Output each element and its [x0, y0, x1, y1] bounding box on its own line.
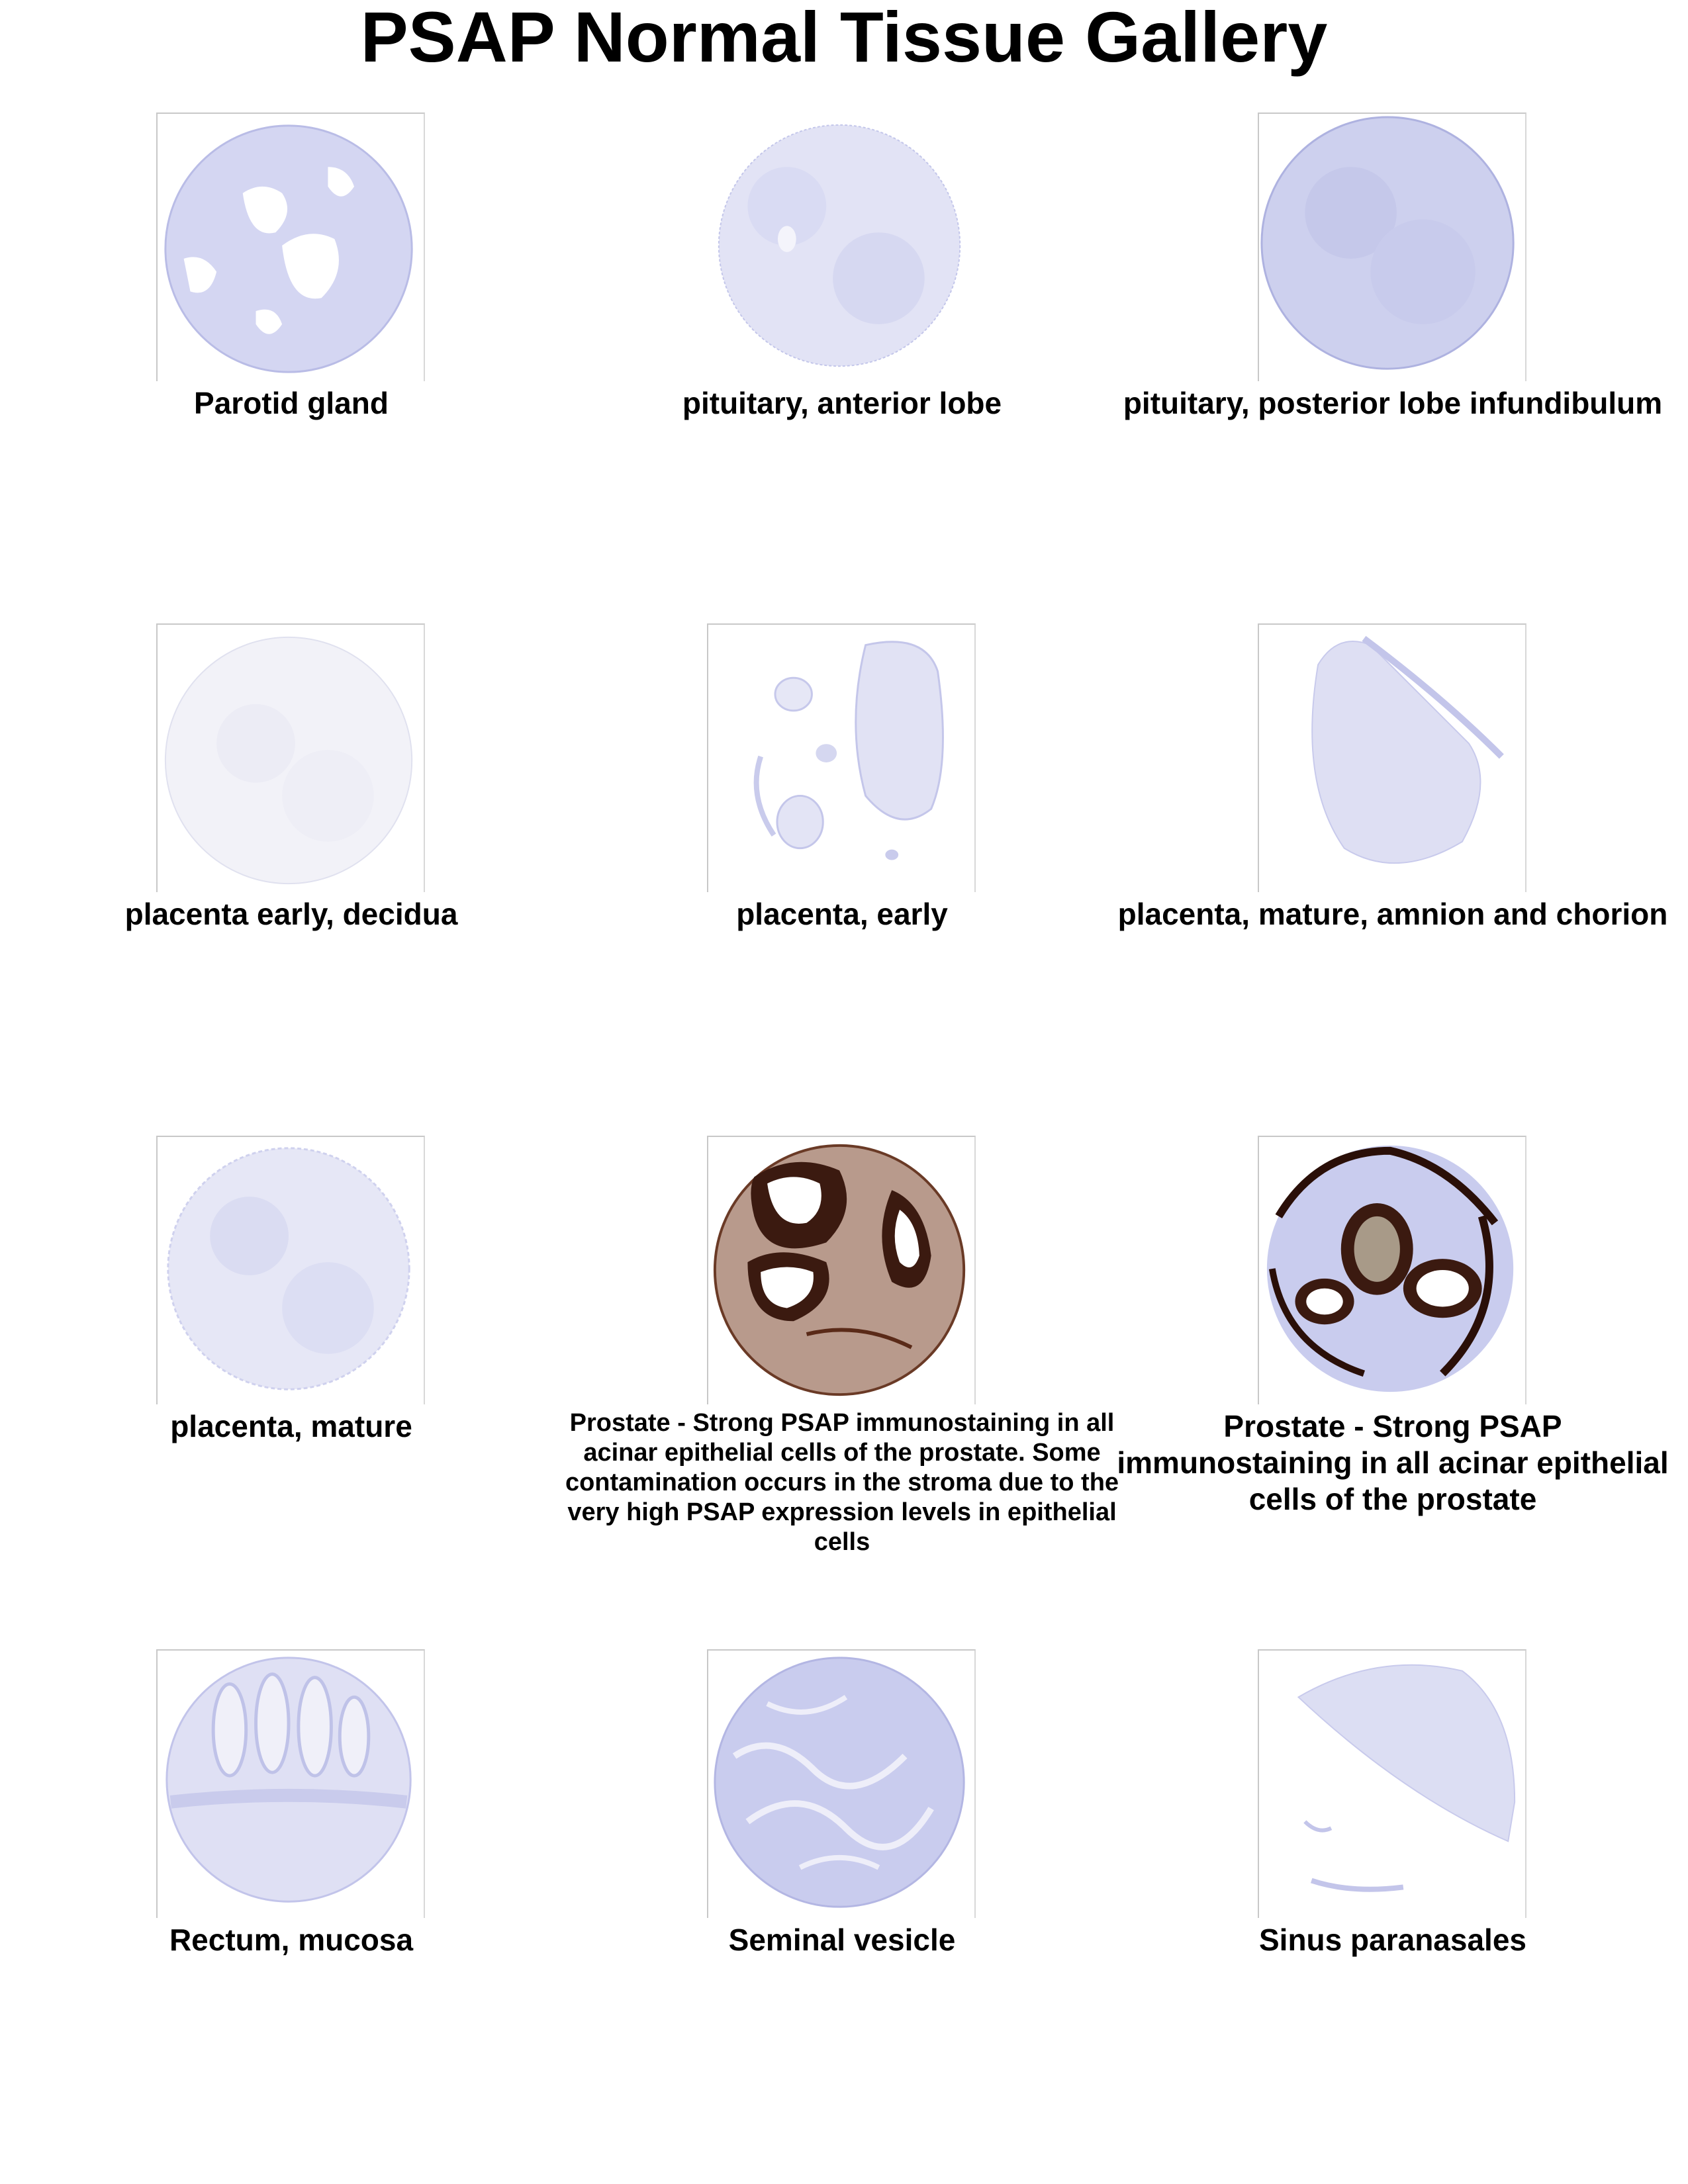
tile-caption: placenta, mature, amnion and chorion	[1117, 897, 1668, 931]
tissue-image	[156, 1136, 425, 1404]
tile-caption: placenta early, decidua	[124, 897, 458, 931]
tile-caption: placenta, mature	[170, 1409, 412, 1443]
tissue-image	[707, 1649, 976, 1918]
tissue-image	[156, 113, 425, 381]
page-title: PSAP Normal Tissue Gallery	[360, 0, 1328, 77]
tile-caption: pituitary, posterior lobe infundibulum	[1123, 386, 1663, 420]
tile-caption: Seminal vesicle	[728, 1923, 956, 1957]
tissue-image	[156, 623, 425, 892]
tile-caption: Prostate - Strong PSAP immunostaining in all acinar epithelial cells of the prostate. Some contamination occurs in the stroma due to the very high PSAP expression levels in epithelial cells	[565, 1409, 1119, 1556]
tissue-image	[1258, 623, 1526, 892]
tissue-image	[1258, 113, 1526, 381]
tile-caption: Rectum, mucosa	[169, 1923, 414, 1957]
tissue-image	[707, 1136, 976, 1404]
tile-caption: Parotid gland	[194, 386, 389, 420]
tile-caption: pituitary, anterior lobe	[682, 386, 1002, 420]
tissue-image	[707, 623, 976, 892]
tissue-image	[707, 113, 976, 381]
tissue-image	[1258, 1649, 1526, 1918]
tile-caption: Prostate - Strong PSAP immunostaining in all acinar epithelial cells of the prostate	[1117, 1409, 1669, 1516]
tile-caption: placenta, early	[736, 897, 948, 931]
tissue-image	[156, 1649, 425, 1918]
tissue-image	[1258, 1136, 1526, 1404]
tile-caption: Sinus paranasales	[1259, 1923, 1526, 1957]
